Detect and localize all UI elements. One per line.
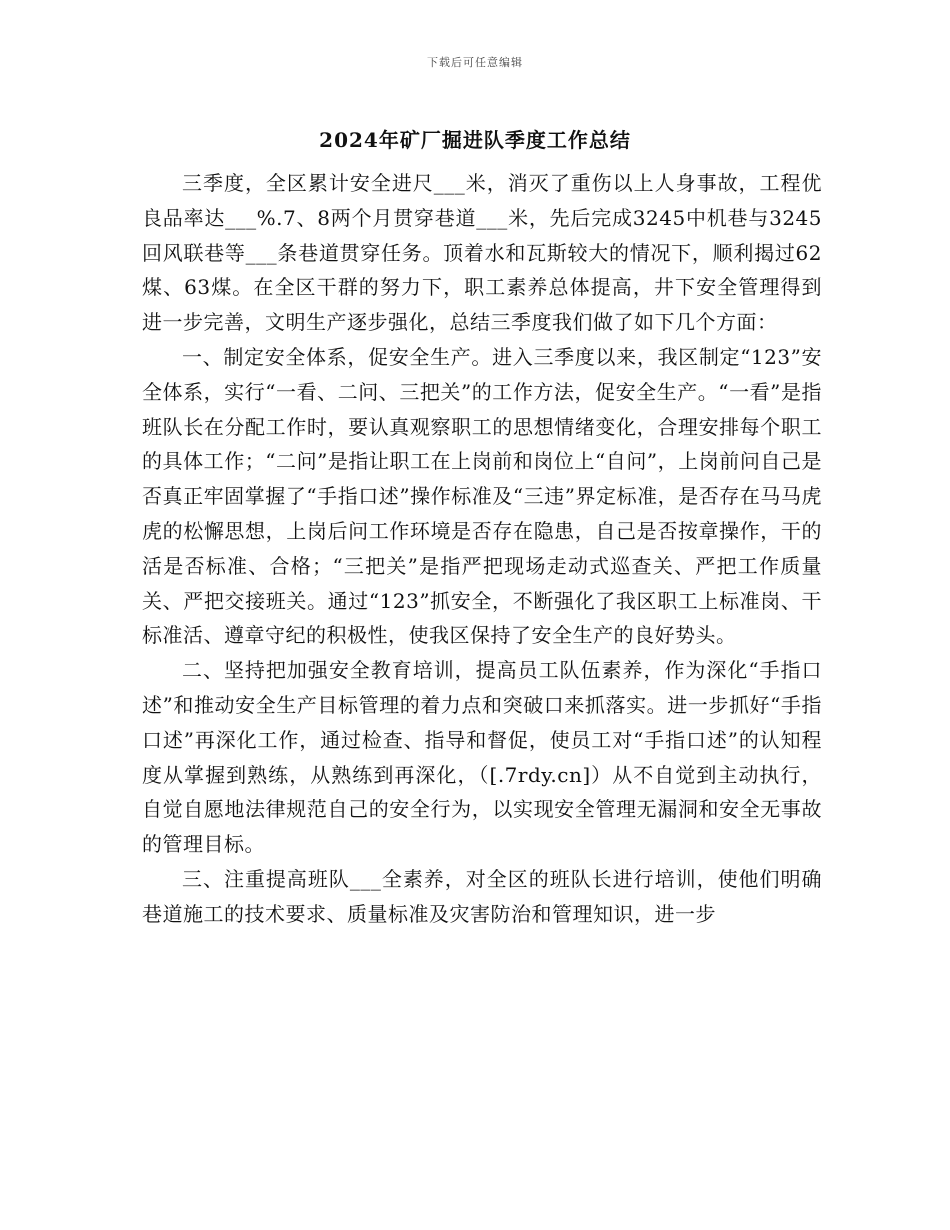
header-note: 下载后可任意编辑 <box>427 56 523 69</box>
paragraph-section-2: 二、坚持把加强安全教育培训，提高员工队伍素养，作为深化“手指口述”和推动安全生产目标管理的着力点和突破口来抓落实。进一步抓好“手指口述”再深化工作，通过检查、指导和督促，使员工对“手指口述”的认知程度从掌握到熟练，从熟练到再深化，（[.7rdy.cn]）从不自觉到主动执行，自觉自愿地法律规范自己的安全行为，以实现安全管理无漏洞和安全无事故的管理目标。 <box>142 658 822 857</box>
document-body <box>142 166 822 932</box>
paragraph-section-3: 三、注重提高班队___全素养，对全区的班队长进行培训，使他们明确巷道施工的技术要求、质量标准及灾害防治和管理知识，进一步 <box>142 866 822 926</box>
paragraph-intro: 三季度，全区累计安全进尺___米，消灭了重伤以上人身事故，工程优良品率达___%.7、8两个月贯穿巷道___米，先后完成3245中机巷与3245回风联巷等___条巷道贯穿任务。顶着水和瓦斯较大的情况下，顺利揭过62煤、63煤。在全区干群的努力下，职工素养总体提高，井下安全管理得到进一步完善，文明生产逐步强化，总结三季度我们做了如下几个方面： <box>142 171 822 335</box>
paragraph-section-1: 一、制定安全体系，促安全生产。进入三季度以来，我区制定“123”安全体系，实行“一看、二问、三把关”的工作方法，促安全生产。“一看”是指班队长在分配工作时，要认真观察职工的思想情绪变化，合理安排每个职工的具体工作；“二问”是指让职工在上岗前和岗位上“自问”，上岗前问自己是否真正牢固掌握了“手指口述”操作标准及“三违”界定标准，是否存在马马虎虎的松懈思想，上岗后问工作环境是否存在隐患，自己是否按章操作，干的活是否标准、合格；“三把关”是指严把现场走动式巡查关、严把工作质量关、严把交接班关。通过“123”抓安全，不断强化了我区职工上标准岗、干标准活、遵章守纪的积极性，使我区保持了安全生产的良好势头。 <box>142 344 822 648</box>
document-title: 2024年矿厂掘进队季度工作总结 <box>319 128 631 152</box>
